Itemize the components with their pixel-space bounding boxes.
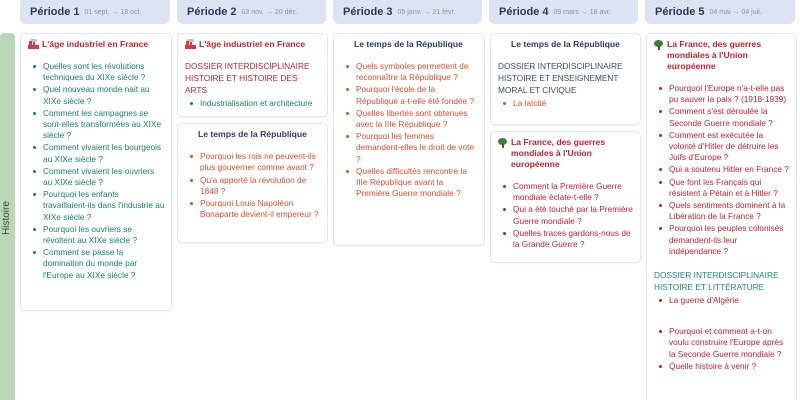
question-item[interactable]: Quelles sont les révolutions techniques du XIXe siècle ? bbox=[28, 61, 165, 83]
sequence-card[interactable] bbox=[490, 33, 641, 125]
subject-bar bbox=[0, 33, 15, 400]
period-name: Période 4 bbox=[499, 6, 549, 18]
card-title: Le temps de la République bbox=[498, 39, 634, 50]
dossier-heading: DOSSIER INTERDISCIPLINAIRE HISTOIRE ET LITTÉRATURE bbox=[654, 270, 779, 293]
period-5-column bbox=[646, 33, 797, 400]
period-1-column bbox=[20, 33, 172, 317]
period-tab-2[interactable] bbox=[177, 0, 326, 24]
card-title: L'âge industriel en France bbox=[28, 39, 165, 50]
french-flag-icon bbox=[341, 40, 351, 48]
period-3-column bbox=[333, 33, 485, 252]
question-list bbox=[341, 61, 478, 199]
question-item[interactable]: Comment s'est déroulée la Seconde Guerre mondiale ? bbox=[654, 106, 790, 128]
period-tab-3[interactable] bbox=[333, 0, 482, 24]
question-item[interactable]: Industrialisation et architecture bbox=[185, 98, 321, 109]
dossier-question-list bbox=[654, 295, 790, 306]
question-item[interactable]: Pourquoi et comment a-t-on voulu construire l'Europe après la Seconde Guerre mondiale ? bbox=[654, 326, 790, 360]
question-item[interactable]: Qui a soutenu Hitler en France ? bbox=[654, 164, 790, 175]
question-list bbox=[654, 326, 790, 372]
period-name: Période 5 bbox=[655, 6, 705, 18]
period-name: Période 2 bbox=[187, 6, 237, 18]
period-dates: 05 janv. → 21 févr. bbox=[397, 8, 456, 16]
card-title: L'âge industriel en France bbox=[185, 39, 321, 50]
period-name: Période 1 bbox=[30, 6, 80, 18]
period-dates: 09 mars → 18 avr. bbox=[553, 8, 611, 16]
question-item[interactable]: La guerre d'Algérie bbox=[654, 295, 790, 306]
question-item[interactable]: Quelles traces gardons-nous de la Grande Guerre ? bbox=[498, 228, 634, 250]
period-tab-5[interactable] bbox=[645, 0, 795, 24]
question-list bbox=[498, 181, 634, 250]
dossier-heading: DOSSIER INTERDISCIPLINAIRE HISTOIRE ET ENSEIGNEMENT MORAL ET CIVIQUE bbox=[498, 61, 623, 95]
question-item[interactable]: Quelle histoire à venir ? bbox=[654, 361, 790, 372]
question-item[interactable]: Quels symboles permettent de reconnaître la République ? bbox=[341, 61, 478, 83]
question-item[interactable]: Que font les Français qui résistent à Pétain et à Hitler ? bbox=[654, 177, 790, 199]
period-tab-1[interactable] bbox=[20, 0, 170, 24]
question-item[interactable]: Comment se passe la domination du monde par l'Europe au XIXe siècle ? bbox=[28, 247, 165, 281]
tree-icon bbox=[498, 138, 508, 148]
question-item[interactable]: Pourquoi les ouvriers se révoltent au XIXe siècle ? bbox=[28, 224, 165, 246]
question-item[interactable]: Quel nouveau monde nait au XIXe siècle ? bbox=[28, 84, 165, 106]
question-item[interactable]: Comment la Première Guerre mondiale éclate-t-elle ? bbox=[498, 181, 634, 203]
question-list bbox=[498, 98, 634, 109]
factory-icon bbox=[28, 40, 39, 49]
question-item[interactable]: Pourquoi les peuples colonisés demandent-ils leur indépendance ? bbox=[654, 223, 790, 257]
period-name: Période 3 bbox=[343, 6, 393, 18]
french-flag-icon bbox=[185, 130, 195, 138]
question-item[interactable]: Comment vivaient les ouvriers au XIXe siècle ? bbox=[28, 166, 165, 188]
period-tab-4[interactable] bbox=[489, 0, 638, 24]
tree-icon bbox=[654, 40, 664, 50]
question-item[interactable]: Quelles difficultés rencontre la IIIe République avant la Première Guerre mondiale ? bbox=[341, 166, 478, 200]
subject-label: Histoire bbox=[1, 201, 12, 235]
card-title: La France, des guerres mondiales à l'Union européenne bbox=[498, 137, 634, 170]
sequence-card[interactable] bbox=[490, 131, 641, 263]
question-item[interactable]: Quels sentiments dominent à la Libération de la France ? bbox=[654, 200, 790, 222]
question-item[interactable]: Pourquoi les rois ne peuvent-ils plus gouverner comme avant ? bbox=[185, 151, 321, 173]
period-dates: 04 mai → 04 juil. bbox=[709, 8, 762, 16]
question-item[interactable]: Qu'a apporté la révolution de 1848 ? bbox=[185, 175, 321, 197]
question-item[interactable]: Quelles libertés sont obtenues avec la IIIe République ? bbox=[341, 108, 478, 130]
sequence-card[interactable] bbox=[333, 33, 485, 246]
french-flag-icon bbox=[498, 40, 508, 48]
sequence-card[interactable] bbox=[20, 33, 172, 311]
question-item[interactable]: La laïcité bbox=[498, 98, 634, 109]
question-item[interactable]: Comment vivaient les bourgeois au XIXe siècle ? bbox=[28, 142, 165, 164]
card-title: La France, des guerres mondiales à l'Union européenne bbox=[654, 39, 790, 72]
card-title: Le temps de la République bbox=[341, 39, 478, 50]
question-item[interactable]: Pourquoi les femmes demandent-elles le droit de vote ? bbox=[341, 131, 478, 165]
question-list bbox=[28, 61, 165, 281]
question-item[interactable]: Pourquoi l'école de la République a-t-elle été fondée ? bbox=[341, 84, 478, 106]
sequence-card[interactable] bbox=[177, 123, 328, 243]
sequence-card[interactable] bbox=[646, 33, 797, 400]
question-list bbox=[185, 151, 321, 220]
question-item[interactable]: Comment les campagnes se sont-elles transformées au XIXe siècle ? bbox=[28, 108, 165, 142]
question-item[interactable]: Qui a été touché par la Première Guerre mondiale ? bbox=[498, 204, 634, 226]
question-item[interactable]: Comment est exécutée la volonté d'Hitler de détruire les Juifs d'Europe ? bbox=[654, 130, 790, 164]
question-item[interactable]: Pourquoi Louis Napoléon Bonaparte devient-il empereur ? bbox=[185, 198, 321, 220]
card-title: Le temps de la République bbox=[185, 129, 321, 140]
period-4-column bbox=[490, 33, 641, 269]
sequence-card[interactable] bbox=[177, 33, 328, 117]
period-dates: 03 nov. → 20 déc. bbox=[241, 8, 298, 16]
factory-icon bbox=[185, 40, 196, 49]
dossier-heading: DOSSIER INTERDISCIPLINAIRE HISTOIRE ET HISTOIRE DES ARTS bbox=[185, 61, 310, 95]
period-dates: 01 sept. → 18 oct. bbox=[84, 8, 142, 16]
question-list bbox=[185, 98, 321, 109]
question-item[interactable]: Pourquoi les enfants travaillaient-ils dans l'industrie au XIXe siècle ? bbox=[28, 189, 165, 223]
question-list bbox=[654, 83, 790, 257]
period-2-column bbox=[177, 33, 328, 249]
question-item[interactable]: Pourquoi l'Europe n'a-t-elle pas pu sauver la paix ? (1918-1939) bbox=[654, 83, 790, 105]
